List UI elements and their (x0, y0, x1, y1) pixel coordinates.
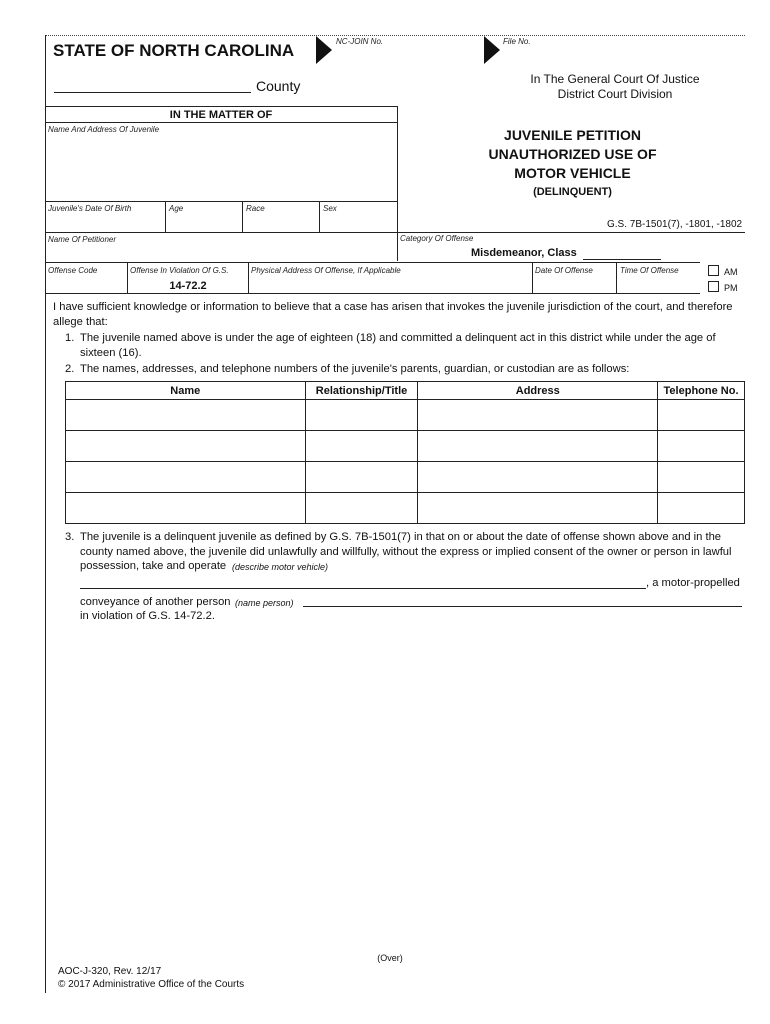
class-underline (583, 259, 661, 260)
table-row (66, 400, 745, 431)
sex-label: Sex (323, 204, 337, 213)
date-offense-label: Date Of Offense (535, 266, 593, 275)
table-cell[interactable] (658, 400, 745, 431)
intro-line1: I have sufficient knowledge or information to believe that a case has arisen that invokes the juvenile jurisdiction of the court, and therefore (53, 301, 733, 313)
pm-label: PM (724, 283, 738, 293)
copyright: © 2017 Administrative Office of the Courts (58, 979, 245, 990)
item3-line3: possession, take and operate (80, 560, 227, 572)
column-header-address: Address (418, 382, 658, 400)
item2-number: 2. (65, 363, 75, 375)
violation-divider (248, 262, 249, 293)
petitioner-row-line (45, 232, 745, 233)
age-divider (165, 201, 166, 232)
age-label: Age (169, 204, 184, 213)
date-divider (616, 262, 617, 293)
sex-divider (319, 201, 320, 232)
column-header-name: Name (66, 382, 306, 400)
table-cell[interactable] (305, 462, 418, 493)
dob-input[interactable] (48, 216, 160, 230)
physical-address-label: Physical Address Of Offense, If Applicable (251, 266, 401, 275)
name-address-label: Name And Address Of Juvenile (48, 125, 160, 134)
time-offense-label: Time Of Offense (620, 266, 679, 275)
owner-underline (303, 606, 742, 607)
matter-right-border (397, 106, 398, 261)
court-line1: In The General Court Of Justice (530, 72, 700, 86)
table-cell[interactable] (66, 431, 306, 462)
form-title-line3: MOTOR VEHICLE (514, 165, 631, 181)
table-cell[interactable] (658, 431, 745, 462)
table-cell[interactable] (418, 462, 658, 493)
violation-text: in violation of G.S. 14-72.2. (80, 610, 215, 622)
motor-propelled-text: , a motor-propelled (646, 577, 740, 589)
item3-line1: The juvenile is a delinquent juvenile as defined by G.S. 7B-1501(7) in that on or about the date of offense shown above and in the (80, 531, 722, 543)
petitioner-label: Name Of Petitioner (48, 235, 117, 244)
physical-address-input[interactable] (251, 278, 528, 292)
table-cell[interactable] (418, 431, 658, 462)
describe-vehicle-hint: (describe motor vehicle) (232, 562, 329, 572)
owner-name-input[interactable] (304, 592, 741, 606)
offense-row-bottom (45, 293, 700, 294)
am-checkbox[interactable] (708, 265, 719, 276)
date-offense-input[interactable] (535, 278, 613, 292)
offense-row-top (45, 262, 700, 263)
vehicle-underline (80, 588, 646, 589)
top-border (45, 35, 745, 36)
item1-line2: sixteen (16). (80, 347, 142, 359)
over-label: (Over) (377, 953, 403, 963)
matter-title-line (45, 122, 397, 123)
file-no-label: File No. (503, 37, 531, 46)
table-cell[interactable] (305, 493, 418, 524)
statute-reference: G.S. 7B-1501(7), -1801, -1802 (607, 219, 743, 230)
parents-table (65, 381, 745, 524)
dob-row-line (45, 201, 397, 202)
address-divider (532, 262, 533, 293)
county-label: County (256, 78, 301, 94)
table-cell[interactable] (418, 493, 658, 524)
matter-top-line (45, 106, 397, 107)
violation-value: 14-72.2 (169, 280, 207, 292)
file-no-input[interactable] (503, 50, 733, 64)
sex-input[interactable] (323, 216, 393, 230)
misdemeanor-class-input[interactable] (583, 246, 659, 259)
left-border (45, 35, 46, 993)
dob-label: Juvenile's Date Of Birth (48, 204, 132, 213)
race-divider (242, 201, 243, 232)
juvenile-name-address-input[interactable] (48, 138, 393, 196)
table-cell[interactable] (418, 400, 658, 431)
form-title-delinquent: (DELINQUENT) (533, 186, 612, 198)
table-row (66, 493, 745, 524)
nc-join-label: NC-JOIN No. (336, 37, 384, 46)
intro-line2: allege that: (53, 316, 108, 328)
table-cell[interactable] (305, 431, 418, 462)
table-cell[interactable] (66, 493, 306, 524)
am-label: AM (724, 267, 738, 277)
race-input[interactable] (246, 216, 314, 230)
misdemeanor-label: Misdemeanor, Class (471, 247, 577, 259)
county-underline (54, 92, 251, 93)
county-input[interactable] (54, 77, 250, 91)
nc-join-input[interactable] (336, 50, 476, 64)
arrow-icon (484, 36, 500, 64)
item3-line2: county named above, the juvenile did unlawfully and willfully, without the express or implied consent of the owner or person in lawful (80, 546, 732, 558)
table-cell[interactable] (658, 493, 745, 524)
item3-number: 3. (65, 531, 75, 543)
column-header-telephone: Telephone No. (658, 382, 745, 400)
matter-title: IN THE MATTER OF (169, 109, 273, 121)
conveyance-text: conveyance of another person (80, 596, 231, 608)
name-person-hint: (name person) (235, 598, 294, 608)
table-header-row (66, 382, 745, 400)
item1-line1: The juvenile named above is under the age of eighteen (18) and committed a delinquent act in this district while under the age of (80, 332, 716, 344)
offense-code-label: Offense Code (48, 266, 98, 275)
item2-text: The names, addresses, and telephone numbers of the juvenile's parents, guardian, or custodian are as follows: (80, 363, 630, 375)
category-label: Category Of Offense (400, 234, 474, 243)
table-row (66, 462, 745, 493)
form-title-line2: UNAUTHORIZED USE OF (488, 146, 657, 162)
violation-label: Offense In Violation Of G.S. (130, 266, 229, 275)
race-label: Race (246, 204, 265, 213)
state-title: STATE OF NORTH CAROLINA (53, 41, 295, 60)
table-cell[interactable] (658, 462, 745, 493)
column-header-relationship: Relationship/Title (305, 382, 418, 400)
table-cell[interactable] (66, 400, 306, 431)
offense-code-input[interactable] (48, 278, 123, 292)
time-offense-input[interactable] (620, 278, 698, 292)
item1-number: 1. (65, 332, 75, 344)
court-line2: District Court Division (557, 87, 673, 101)
table-cell[interactable] (305, 400, 418, 431)
petitioner-input[interactable] (48, 246, 393, 260)
form-number: AOC-J-320, Rev. 12/17 (58, 966, 162, 977)
table-cell[interactable] (66, 462, 306, 493)
form-title-line1: JUVENILE PETITION (504, 127, 641, 143)
table-row (66, 431, 745, 462)
vehicle-description-input[interactable] (80, 574, 645, 588)
arrow-icon (316, 36, 332, 64)
pm-checkbox[interactable] (708, 281, 719, 292)
age-input[interactable] (169, 216, 237, 230)
